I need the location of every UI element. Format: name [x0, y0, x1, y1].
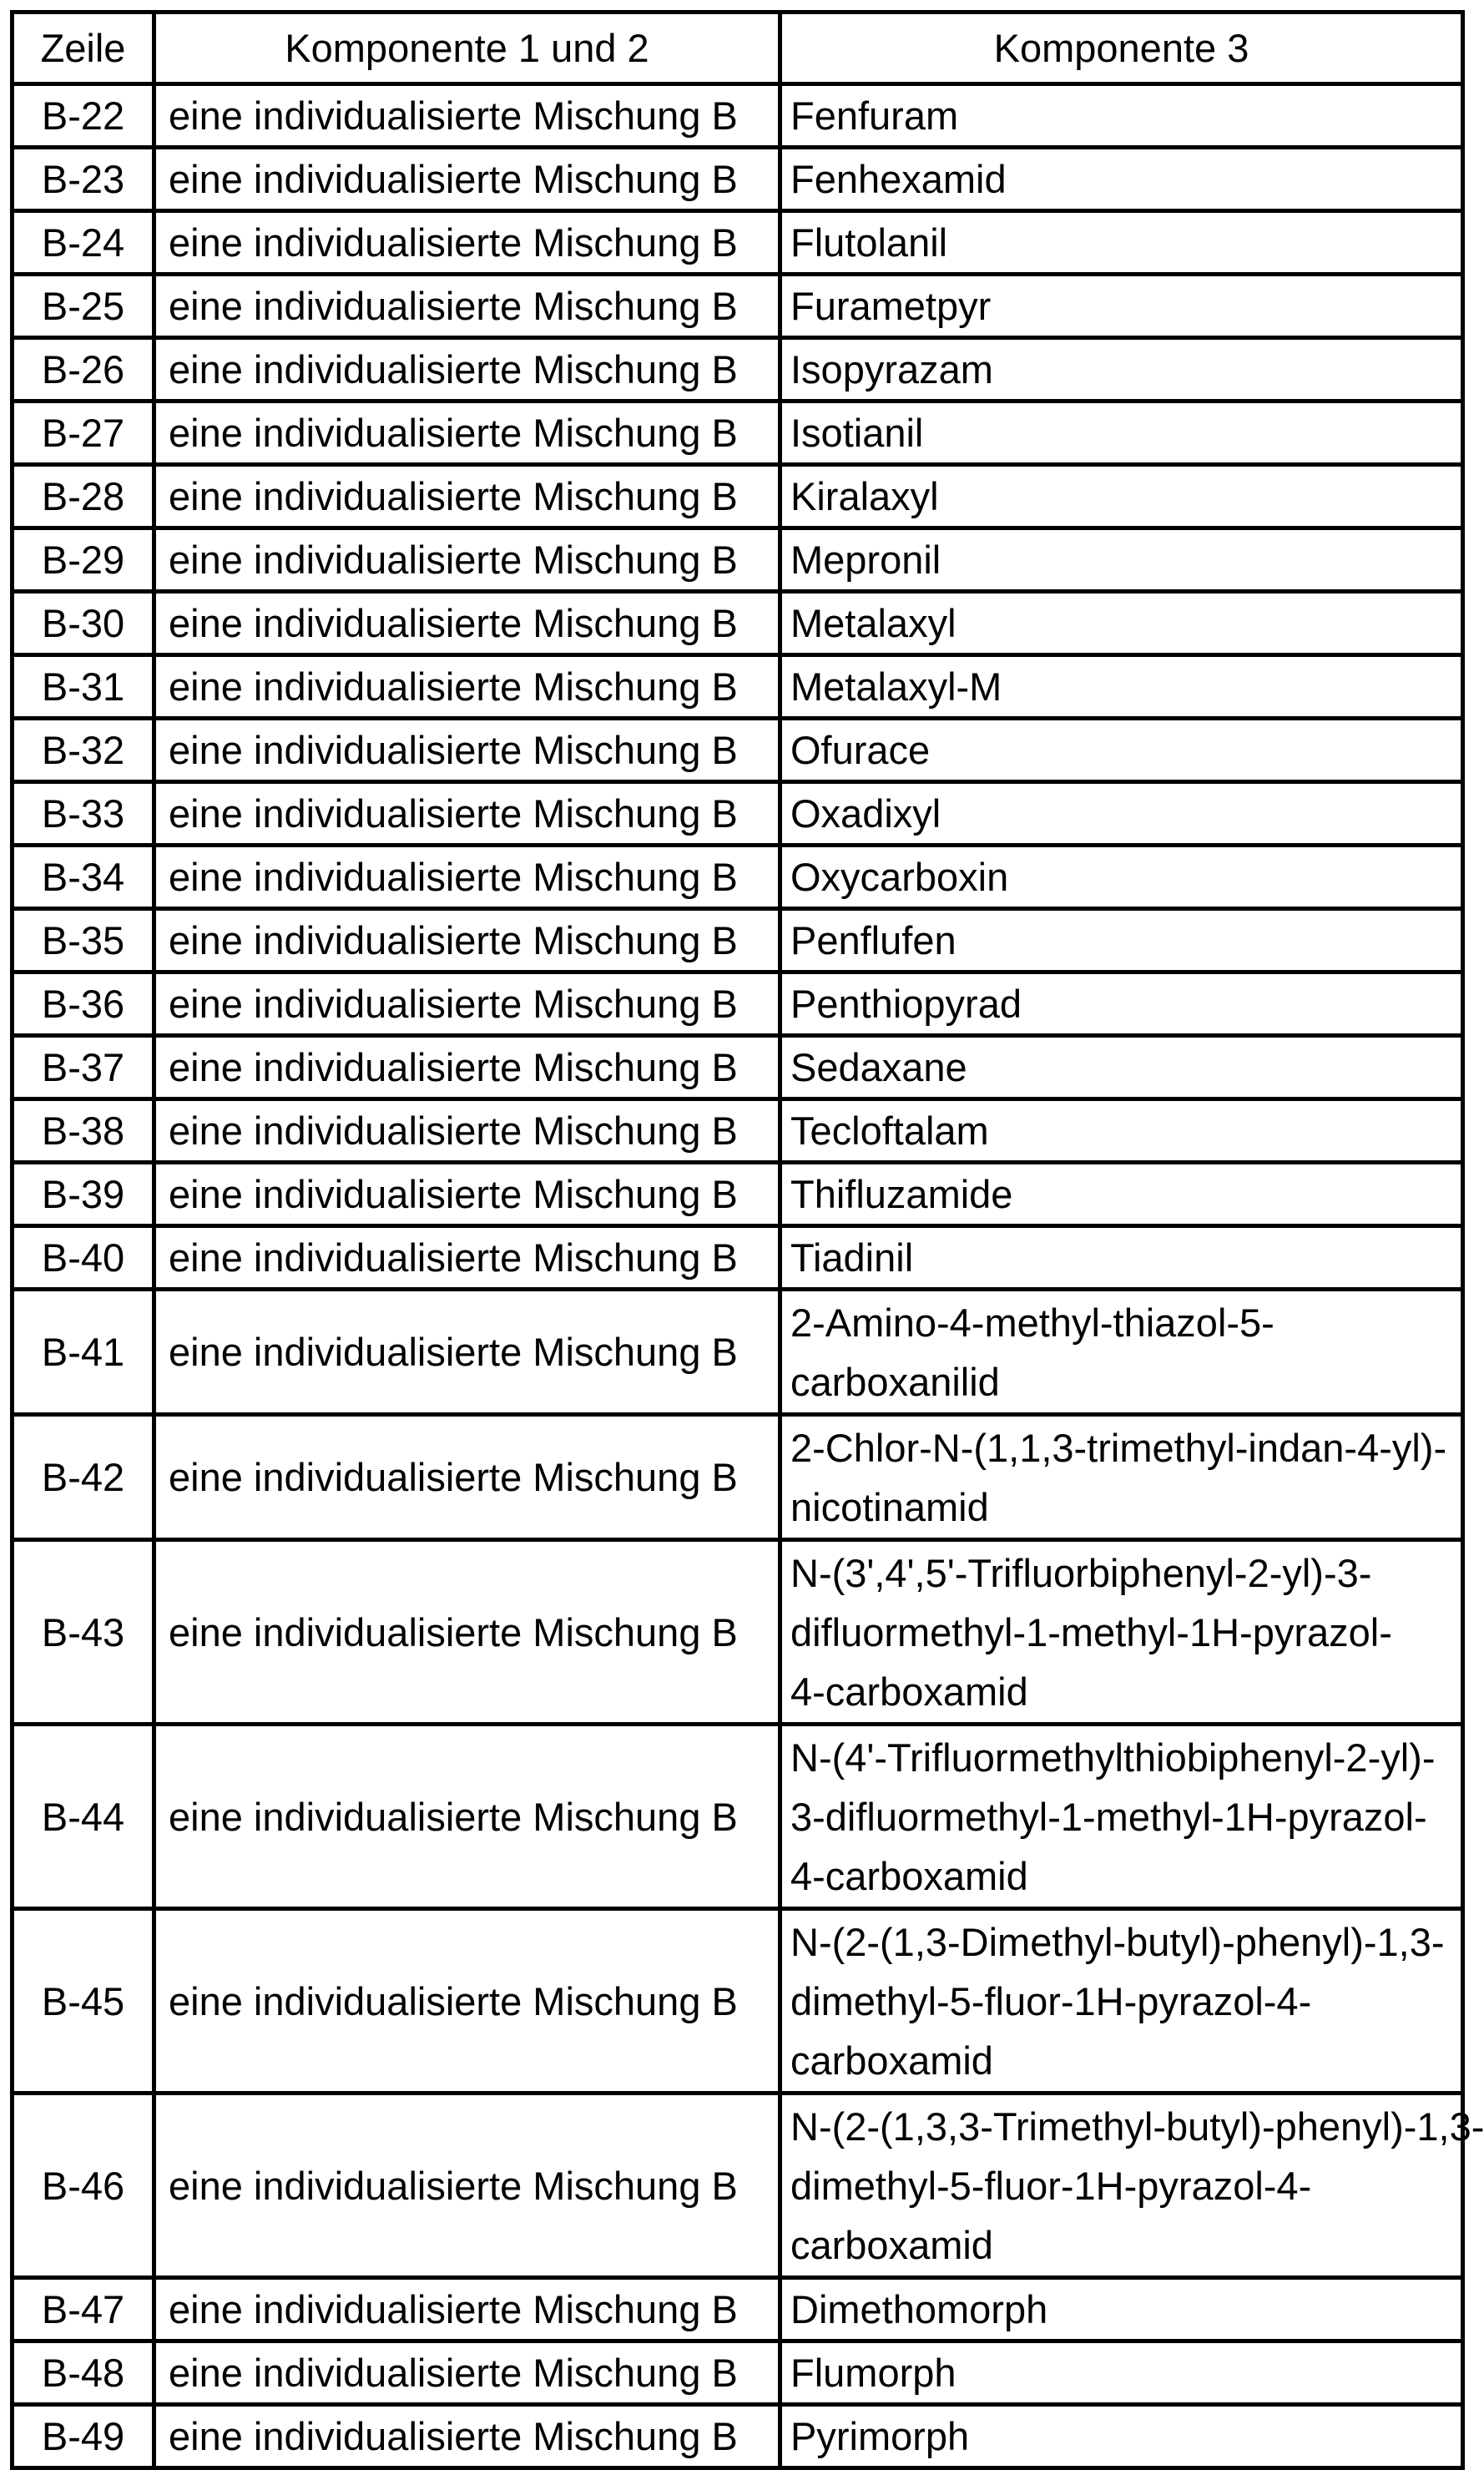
- zeile-cell: B-37: [13, 1036, 154, 1099]
- table-row: [13, 2405, 1463, 2468]
- zeile-cell: B-35: [13, 909, 154, 972]
- komponente-3-cell: Penthiopyrad: [780, 972, 1463, 1036]
- zeile-cell: B-40: [13, 1226, 154, 1290]
- komponente-1-und-2-cell: eine individualisierte Mischung B: [154, 719, 780, 782]
- komponente-1-und-2-cell: eine individualisierte Mischung B: [154, 1909, 780, 2094]
- komponente-3-cell: N-(2-(1,3,3-Trimethyl-butyl)-phenyl)-1,3- dimethyl-5-fluor-1H-pyrazol-4- carboxamid: [780, 2094, 1463, 2278]
- komponente-1-und-2-cell: eine individualisierte Mischung B: [154, 2278, 780, 2341]
- komponente-3-cell: Pyrimorph: [780, 2405, 1463, 2468]
- komponente-1-und-2-cell: eine individualisierte Mischung B: [154, 1290, 780, 1415]
- komponente-1-und-2-cell: eine individualisierte Mischung B: [154, 84, 780, 148]
- table-row: [13, 148, 1463, 211]
- komponente-3-cell: Penflufen: [780, 909, 1463, 972]
- table-row: [13, 211, 1463, 275]
- table-row: [13, 338, 1463, 402]
- table-row: [13, 719, 1463, 782]
- zeile-cell: B-46: [13, 2094, 154, 2278]
- komponente-3-cell: N-(3',4',5'-Trifluorbiphenyl-2-yl)-3- difluormethyl-1-methyl-1H-pyrazol- 4-carboxamid: [780, 1540, 1463, 1725]
- komponente-3-cell: Ofurace: [780, 719, 1463, 782]
- table-row: [13, 1415, 1463, 1540]
- komponente-1-und-2-cell: eine individualisierte Mischung B: [154, 1415, 780, 1540]
- komponente-1-und-2-cell: eine individualisierte Mischung B: [154, 465, 780, 528]
- zeile-cell: B-43: [13, 1540, 154, 1725]
- zeile-cell: B-48: [13, 2341, 154, 2405]
- table-row: [13, 909, 1463, 972]
- komponente-3-cell: Dimethomorph: [780, 2278, 1463, 2341]
- komponente-3-cell: Metalaxyl: [780, 592, 1463, 655]
- table-row: [13, 465, 1463, 528]
- komponente-3-cell: N-(2-(1,3-Dimethyl-butyl)-phenyl)-1,3- dimethyl-5-fluor-1H-pyrazol-4- carboxamid: [780, 1909, 1463, 2094]
- komponente-3-cell: 2-Chlor-N-(1,1,3-trimethyl-indan-4-yl)- nicotinamid: [780, 1415, 1463, 1540]
- komponente-1-und-2-cell: eine individualisierte Mischung B: [154, 275, 780, 338]
- table-body: [13, 84, 1484, 2468]
- komponente-3-cell: Tecloftalam: [780, 1099, 1463, 1163]
- table-row: [13, 402, 1463, 465]
- komponente-3-cell: Furametpyr: [780, 275, 1463, 338]
- komponente-1-und-2-cell: eine individualisierte Mischung B: [154, 1163, 780, 1226]
- table-row: [13, 1163, 1463, 1226]
- table-row: [13, 1099, 1463, 1163]
- zeile-cell: B-25: [13, 275, 154, 338]
- komponente-3-cell: Fenhexamid: [780, 148, 1463, 211]
- table-row: [13, 2278, 1463, 2341]
- table-row: [13, 1226, 1463, 1290]
- komponente-3-cell: Metalaxyl-M: [780, 655, 1463, 719]
- header-komponente-3: Komponente 3: [780, 13, 1463, 84]
- komponente-3-cell: Kiralaxyl: [780, 465, 1463, 528]
- zeile-cell: B-27: [13, 402, 154, 465]
- table-row: [13, 1909, 1463, 2094]
- header-row: [13, 13, 1463, 84]
- header-zeile: Zeile: [13, 13, 154, 84]
- zeile-cell: B-32: [13, 719, 154, 782]
- zeile-cell: B-33: [13, 782, 154, 846]
- komponente-3-cell: Flutolanil: [780, 211, 1463, 275]
- zeile-cell: B-34: [13, 846, 154, 909]
- table-row: [13, 275, 1463, 338]
- komponente-1-und-2-cell: eine individualisierte Mischung B: [154, 972, 780, 1036]
- table-row: [13, 84, 1463, 148]
- komponente-3-cell: Mepronil: [780, 528, 1463, 592]
- zeile-cell: B-42: [13, 1415, 154, 1540]
- komponente-1-und-2-cell: eine individualisierte Mischung B: [154, 2094, 780, 2278]
- komponente-1-und-2-cell: eine individualisierte Mischung B: [154, 211, 780, 275]
- komponente-1-und-2-cell: eine individualisierte Mischung B: [154, 338, 780, 402]
- komponente-1-und-2-cell: eine individualisierte Mischung B: [154, 148, 780, 211]
- komponente-1-und-2-cell: eine individualisierte Mischung B: [154, 1099, 780, 1163]
- table-row: [13, 1725, 1463, 1909]
- komponente-1-und-2-cell: eine individualisierte Mischung B: [154, 1725, 780, 1909]
- komponente-1-und-2-cell: eine individualisierte Mischung B: [154, 402, 780, 465]
- komponente-1-und-2-cell: eine individualisierte Mischung B: [154, 528, 780, 592]
- komponente-3-cell: Fenfuram: [780, 84, 1463, 148]
- komponente-3-cell: N-(4'-Trifluormethylthiobiphenyl-2-yl)- 3-difluormethyl-1-methyl-1H-pyrazol- 4-carboxamid: [780, 1725, 1463, 1909]
- komponente-1-und-2-cell: eine individualisierte Mischung B: [154, 2341, 780, 2405]
- table-row: [13, 1540, 1463, 1725]
- table-row: [13, 592, 1463, 655]
- komponente-3-cell: Thifluzamide: [780, 1163, 1463, 1226]
- zeile-cell: B-36: [13, 972, 154, 1036]
- komponente-3-cell: 2-Amino-4-methyl-thiazol-5- carboxanilid: [780, 1290, 1463, 1415]
- zeile-cell: B-23: [13, 148, 154, 211]
- table-row: [13, 1036, 1463, 1099]
- zeile-cell: B-38: [13, 1099, 154, 1163]
- komponente-3-cell: Flumorph: [780, 2341, 1463, 2405]
- komponente-3-cell: Oxycarboxin: [780, 846, 1463, 909]
- table-row: [13, 528, 1463, 592]
- zeile-cell: B-41: [13, 1290, 154, 1415]
- zeile-cell: B-28: [13, 465, 154, 528]
- komponente-3-cell: Sedaxane: [780, 1036, 1463, 1099]
- komponenten-table: [10, 10, 1484, 2470]
- zeile-cell: B-24: [13, 211, 154, 275]
- zeile-cell: B-39: [13, 1163, 154, 1226]
- komponente-1-und-2-cell: eine individualisierte Mischung B: [154, 1540, 780, 1725]
- zeile-cell: B-29: [13, 528, 154, 592]
- table-row: [13, 782, 1463, 846]
- table-row: [13, 2094, 1463, 2278]
- komponente-3-cell: Isopyrazam: [780, 338, 1463, 402]
- zeile-cell: B-22: [13, 84, 154, 148]
- zeile-cell: B-26: [13, 338, 154, 402]
- table-row: [13, 972, 1463, 1036]
- komponente-3-cell: Tiadinil: [780, 1226, 1463, 1290]
- komponente-1-und-2-cell: eine individualisierte Mischung B: [154, 655, 780, 719]
- zeile-cell: B-45: [13, 1909, 154, 2094]
- komponente-1-und-2-cell: eine individualisierte Mischung B: [154, 782, 780, 846]
- table-row: [13, 1290, 1463, 1415]
- table-row: [13, 655, 1463, 719]
- komponente-3-cell: Oxadixyl: [780, 782, 1463, 846]
- header-komponente-1-und-2: Komponente 1 und 2: [154, 13, 780, 84]
- zeile-cell: B-31: [13, 655, 154, 719]
- komponente-1-und-2-cell: eine individualisierte Mischung B: [154, 2405, 780, 2468]
- zeile-cell: B-47: [13, 2278, 154, 2341]
- komponente-1-und-2-cell: eine individualisierte Mischung B: [154, 592, 780, 655]
- komponente-1-und-2-cell: eine individualisierte Mischung B: [154, 909, 780, 972]
- zeile-cell: B-30: [13, 592, 154, 655]
- komponente-3-cell: Isotianil: [780, 402, 1463, 465]
- table-row: [13, 2341, 1463, 2405]
- komponente-1-und-2-cell: eine individualisierte Mischung B: [154, 1226, 780, 1290]
- komponente-1-und-2-cell: eine individualisierte Mischung B: [154, 846, 780, 909]
- komponente-1-und-2-cell: eine individualisierte Mischung B: [154, 1036, 780, 1099]
- zeile-cell: B-49: [13, 2405, 154, 2468]
- table-row: [13, 846, 1463, 909]
- zeile-cell: B-44: [13, 1725, 154, 1909]
